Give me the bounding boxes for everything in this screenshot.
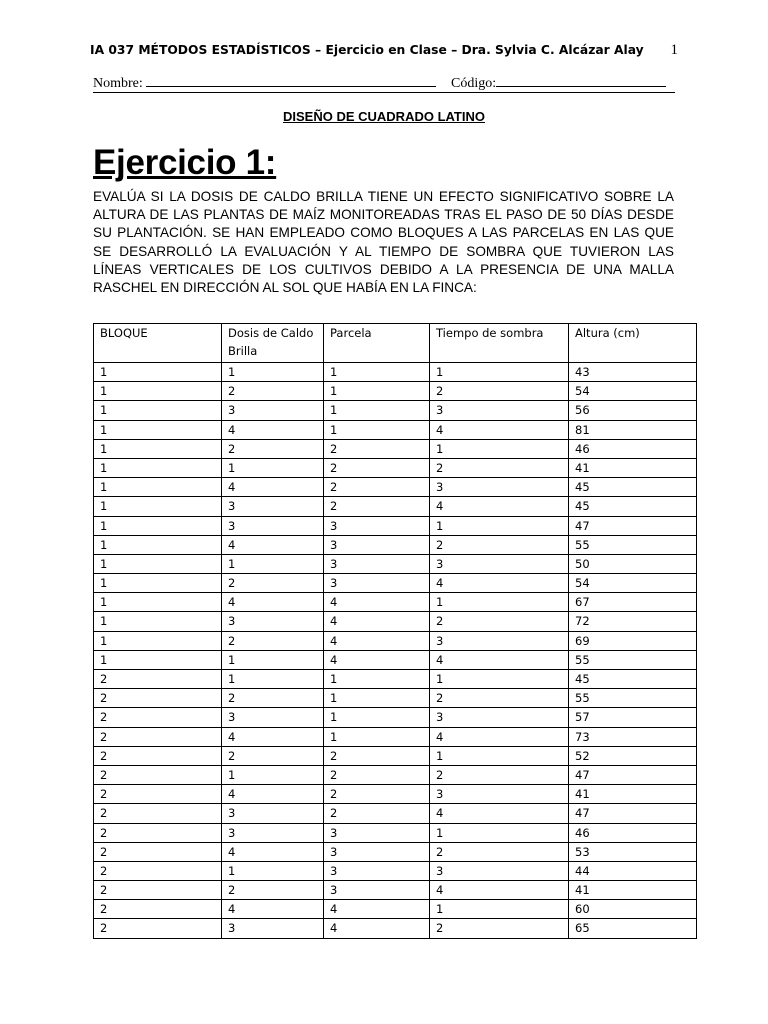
table-cell: 1 <box>222 458 324 477</box>
table-cell: 2 <box>94 785 222 804</box>
table-cell: 1 <box>430 363 569 382</box>
table-row <box>94 554 697 573</box>
table-cell: 2 <box>430 842 569 861</box>
table-cell: 1 <box>324 363 430 382</box>
table-cell: 3 <box>324 823 430 842</box>
student-info-line <box>93 72 675 93</box>
table-cell: 2 <box>324 804 430 823</box>
table-cell: 47 <box>569 765 697 784</box>
table-cell: 69 <box>569 631 697 650</box>
table-cell: 47 <box>569 516 697 535</box>
table-cell: 2 <box>222 382 324 401</box>
table-cell: 3 <box>430 554 569 573</box>
table-cell: 3 <box>430 785 569 804</box>
table-cell: 1 <box>430 823 569 842</box>
table-cell: 2 <box>430 458 569 477</box>
table-cell: 81 <box>569 420 697 439</box>
table-cell: 2 <box>324 478 430 497</box>
table-row <box>94 612 697 631</box>
table-cell: 1 <box>430 670 569 689</box>
table-cell: 2 <box>94 804 222 823</box>
table-cell: 3 <box>324 881 430 900</box>
table-row <box>94 497 697 516</box>
table-cell: 73 <box>569 727 697 746</box>
table-row <box>94 401 697 420</box>
table-row <box>94 516 697 535</box>
table-cell: 2 <box>94 727 222 746</box>
table-cell: 4 <box>222 593 324 612</box>
table-cell: 1 <box>222 765 324 784</box>
table-cell: 1 <box>430 746 569 765</box>
name-blank <box>146 74 436 87</box>
table-cell: 2 <box>430 382 569 401</box>
table-cell: 47 <box>569 804 697 823</box>
exercise-title: Ejercicio 1: <box>93 143 277 182</box>
name-field <box>93 74 436 92</box>
table-cell: 41 <box>569 881 697 900</box>
table-cell: 3 <box>430 478 569 497</box>
table-cell: 46 <box>569 439 697 458</box>
table-cell: 2 <box>430 689 569 708</box>
table-cell: 2 <box>324 497 430 516</box>
table-cell: 2 <box>324 439 430 458</box>
table-cell: 1 <box>94 439 222 458</box>
table-cell: 55 <box>569 535 697 554</box>
table-cell: 60 <box>569 900 697 919</box>
table-row <box>94 842 697 861</box>
table-row <box>94 670 697 689</box>
table-row <box>94 919 697 938</box>
table-cell: 4 <box>324 612 430 631</box>
table-cell: 4 <box>430 650 569 669</box>
table-cell: 65 <box>569 919 697 938</box>
table-cell: 2 <box>222 631 324 650</box>
table-cell: 1 <box>324 401 430 420</box>
column-header: Parcela <box>324 324 430 363</box>
table-row <box>94 708 697 727</box>
table-cell: 3 <box>222 516 324 535</box>
table-cell: 1 <box>94 458 222 477</box>
exercise-statement: EVALÚA SI LA DOSIS DE CALDO BRILLA TIENE UN EFECTO SIGNIFICATIVO SOBRE LA ALTURA DE LAS PLANTAS DE MAÍZ MONITOREADAS TRAS EL PASO DE 50 DÍAS DESDE SU PLANTACIÓN. SE HAN EMPLEADO COMO BLOQUES A LAS PARCELAS EN LAS QUE SE DESARROLLÓ LA EVALUACIÓN Y AL TIEMPO DE SOMBRA QUE TUVIERON LAS LÍNEAS VERTICALES DE LOS CULTIVOS DEBIDO A LA PRESENCIA DE UNA MALLA RASCHEL EN DIRECCIÓN AL SOL QUE HABÍA EN LA FINCA: <box>93 189 674 296</box>
table-cell: 1 <box>94 631 222 650</box>
table-cell: 1 <box>94 650 222 669</box>
table-cell: 1 <box>324 689 430 708</box>
table-cell: 1 <box>94 401 222 420</box>
table-cell: 2 <box>430 612 569 631</box>
table-cell: 2 <box>94 861 222 880</box>
table-cell: 1 <box>430 439 569 458</box>
table-cell: 1 <box>324 670 430 689</box>
table-row <box>94 593 697 612</box>
page-header <box>90 43 680 63</box>
table-cell: 1 <box>94 382 222 401</box>
table-cell: 2 <box>94 746 222 765</box>
table-cell: 3 <box>222 804 324 823</box>
table-cell: 44 <box>569 861 697 880</box>
table-cell: 4 <box>430 881 569 900</box>
table-cell: 4 <box>222 535 324 554</box>
table-cell: 3 <box>430 708 569 727</box>
table-cell: 2 <box>94 689 222 708</box>
table-cell: 2 <box>94 842 222 861</box>
table-cell: 2 <box>94 900 222 919</box>
table-cell: 4 <box>430 727 569 746</box>
table-cell: 4 <box>430 574 569 593</box>
table-cell: 50 <box>569 554 697 573</box>
table-cell: 4 <box>324 900 430 919</box>
column-header: BLOQUE <box>94 324 222 363</box>
table-row <box>94 861 697 880</box>
table-cell: 3 <box>222 401 324 420</box>
table-cell: 1 <box>324 420 430 439</box>
table-cell: 3 <box>324 516 430 535</box>
table-cell: 2 <box>94 670 222 689</box>
table-cell: 54 <box>569 382 697 401</box>
column-header: Tiempo de sombra <box>430 324 569 363</box>
table-cell: 3 <box>324 554 430 573</box>
table-cell: 2 <box>94 881 222 900</box>
table-cell: 2 <box>222 689 324 708</box>
table-cell: 52 <box>569 746 697 765</box>
table-cell: 1 <box>222 554 324 573</box>
table-cell: 2 <box>430 535 569 554</box>
table-cell: 56 <box>569 401 697 420</box>
table-cell: 55 <box>569 650 697 669</box>
table-row <box>94 478 697 497</box>
table-row <box>94 535 697 554</box>
table-cell: 2 <box>430 765 569 784</box>
table-cell: 2 <box>94 765 222 784</box>
table-cell: 55 <box>569 689 697 708</box>
column-header: Altura (cm) <box>569 324 697 363</box>
table-cell: 3 <box>222 708 324 727</box>
table-row <box>94 765 697 784</box>
table-row <box>94 689 697 708</box>
table-cell: 2 <box>430 919 569 938</box>
table-cell: 4 <box>222 842 324 861</box>
table-cell: 1 <box>222 670 324 689</box>
name-label: Nombre: <box>93 76 143 91</box>
table-row <box>94 746 697 765</box>
document-heading: DISEÑO DE CUADRADO LATINO <box>283 109 485 124</box>
table-cell: 4 <box>222 478 324 497</box>
table-cell: 4 <box>324 919 430 938</box>
table-cell: 2 <box>324 785 430 804</box>
table-cell: 2 <box>94 823 222 842</box>
table-cell: 2 <box>94 919 222 938</box>
table-cell: 3 <box>222 823 324 842</box>
table-cell: 2 <box>324 765 430 784</box>
table-cell: 1 <box>94 612 222 631</box>
code-label: Código: <box>451 76 497 91</box>
course-header-title: IA 037 MÉTODOS ESTADÍSTICOS – Ejercicio en Clase – Dra. Sylvia C. Alcázar Alay <box>90 43 644 57</box>
table-row <box>94 420 697 439</box>
table-cell: 1 <box>94 554 222 573</box>
table-cell: 1 <box>94 420 222 439</box>
table-cell: 3 <box>222 919 324 938</box>
table-row <box>94 458 697 477</box>
table-header-row <box>94 324 697 363</box>
code-field <box>451 74 666 92</box>
table-cell: 4 <box>430 420 569 439</box>
data-table <box>93 323 697 939</box>
table-row <box>94 727 697 746</box>
table-cell: 4 <box>430 804 569 823</box>
table-cell: 1 <box>430 516 569 535</box>
table-cell: 46 <box>569 823 697 842</box>
table-cell: 57 <box>569 708 697 727</box>
table-row <box>94 382 697 401</box>
table-cell: 4 <box>222 727 324 746</box>
table-cell: 4 <box>222 420 324 439</box>
table-row <box>94 574 697 593</box>
table-row <box>94 881 697 900</box>
table-cell: 53 <box>569 842 697 861</box>
table-cell: 1 <box>94 497 222 516</box>
table-row <box>94 785 697 804</box>
table-cell: 1 <box>94 574 222 593</box>
table-cell: 4 <box>222 785 324 804</box>
table-cell: 41 <box>569 458 697 477</box>
table-row <box>94 439 697 458</box>
table-cell: 4 <box>222 900 324 919</box>
table-cell: 45 <box>569 497 697 516</box>
table-cell: 1 <box>222 650 324 669</box>
table-cell: 4 <box>324 631 430 650</box>
table-cell: 3 <box>430 861 569 880</box>
code-blank <box>496 74 666 87</box>
table-cell: 1 <box>94 593 222 612</box>
page-number: 1 <box>670 42 678 58</box>
table-cell: 2 <box>324 458 430 477</box>
table-cell: 3 <box>222 497 324 516</box>
table-cell: 67 <box>569 593 697 612</box>
table-cell: 45 <box>569 670 697 689</box>
table-cell: 1 <box>324 727 430 746</box>
table-cell: 1 <box>94 363 222 382</box>
table-cell: 2 <box>222 881 324 900</box>
table-cell: 2 <box>94 708 222 727</box>
table-cell: 3 <box>324 842 430 861</box>
table-body <box>94 363 697 939</box>
table-cell: 1 <box>324 382 430 401</box>
table-cell: 1 <box>94 516 222 535</box>
table-cell: 3 <box>324 535 430 554</box>
table-cell: 3 <box>324 574 430 593</box>
table-cell: 4 <box>324 650 430 669</box>
table-cell: 1 <box>430 900 569 919</box>
table-cell: 2 <box>222 439 324 458</box>
table-cell: 3 <box>430 631 569 650</box>
table-cell: 1 <box>222 861 324 880</box>
table-cell: 1 <box>324 708 430 727</box>
column-header: Dosis de Caldo Brilla <box>222 324 324 363</box>
table-row <box>94 650 697 669</box>
table-cell: 3 <box>324 861 430 880</box>
table-cell: 1 <box>94 535 222 554</box>
table-cell: 72 <box>569 612 697 631</box>
table-row <box>94 804 697 823</box>
table-cell: 3 <box>222 612 324 631</box>
table-row <box>94 823 697 842</box>
table-cell: 2 <box>222 746 324 765</box>
table-row <box>94 363 697 382</box>
table-cell: 2 <box>222 574 324 593</box>
table-cell: 1 <box>222 363 324 382</box>
table-row <box>94 631 697 650</box>
table-cell: 41 <box>569 785 697 804</box>
table-cell: 1 <box>430 593 569 612</box>
table-cell: 43 <box>569 363 697 382</box>
table-cell: 1 <box>94 478 222 497</box>
table-cell: 45 <box>569 478 697 497</box>
table-cell: 3 <box>430 401 569 420</box>
table-row <box>94 900 697 919</box>
table-cell: 4 <box>430 497 569 516</box>
table-cell: 54 <box>569 574 697 593</box>
table-cell: 2 <box>324 746 430 765</box>
table-cell: 4 <box>324 593 430 612</box>
